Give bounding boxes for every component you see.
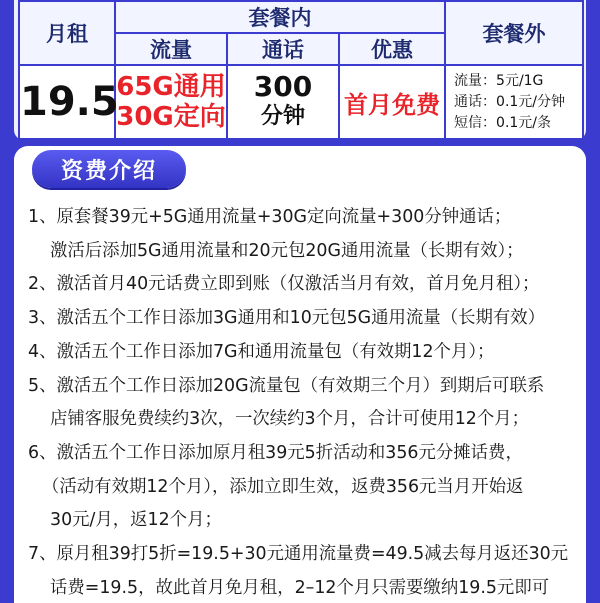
calls-unit: 分钟 [260, 104, 305, 129]
outside-rate-calls: 通话：0.1元/分钟 [454, 93, 566, 110]
plan-table [18, 0, 584, 140]
term-line: 4、激活五个工作日添加7G和通用流量包（有效期12个月）； [28, 342, 495, 362]
term-line: 激活后添加5G通用流量和20元包20G通用流量（长期有效）； [50, 241, 524, 261]
term-line: 6、激活五个工作日添加原月租39元5折活动和356元分摊话费， [28, 443, 523, 463]
calls-amount: 300 [253, 70, 313, 103]
section-title-badge: 资费介绍 [32, 150, 186, 188]
outside-package-header: 套餐外 [445, 1, 583, 65]
term-line: 2、激活首月40元话费立即到账（仅激活当月有效，首月免月租）； [28, 274, 540, 294]
monthly-price: 19.5 [19, 65, 115, 139]
term-line: 3、激活五个工作日添加3G通用和10元包5G通用流量（长期有效） [28, 308, 546, 328]
term-line: 30元/月，返12个月； [50, 510, 222, 530]
data-header: 流量 [115, 33, 227, 65]
outside-rate-data: 流量：5元/1G [454, 72, 544, 89]
calls-header: 通话 [227, 33, 339, 65]
data-allowance-cell [115, 65, 227, 139]
first-month-free: 首月免费 [339, 65, 445, 139]
calls-allowance-cell [227, 65, 339, 139]
data-directed: 30G定向 [116, 102, 226, 132]
term-line: （活动有效期12个月），添加立即生效，返费356元当月开始返 [42, 477, 524, 497]
outside-rate-sms: 短信：0.1元/条 [454, 114, 552, 131]
outside-rates [445, 65, 583, 139]
term-line: 话费=19.5，故此首月免月租，2–12个月只需要缴纳19.5元即可 [50, 578, 550, 598]
offer-header: 优惠 [339, 33, 445, 65]
inside-package-header: 套餐内 [115, 1, 445, 33]
term-line: 5、激活五个工作日添加20G流量包（有效期三个月）到期后可联系 [28, 376, 545, 396]
data-general: 65G通用 [116, 72, 226, 102]
term-line: 店铺客服免费续约3次，一次续约3个月，合计可使用12个月； [50, 409, 530, 429]
monthly-fee-header: 月租 [19, 1, 115, 65]
term-line: 1、原套餐39元+5G通用流量+30G定向流量+300分钟通话； [28, 207, 512, 227]
term-line: 7、原月租39打5折=19.5+30元通用流量费=49.5减去每月返还30元 [28, 544, 569, 564]
